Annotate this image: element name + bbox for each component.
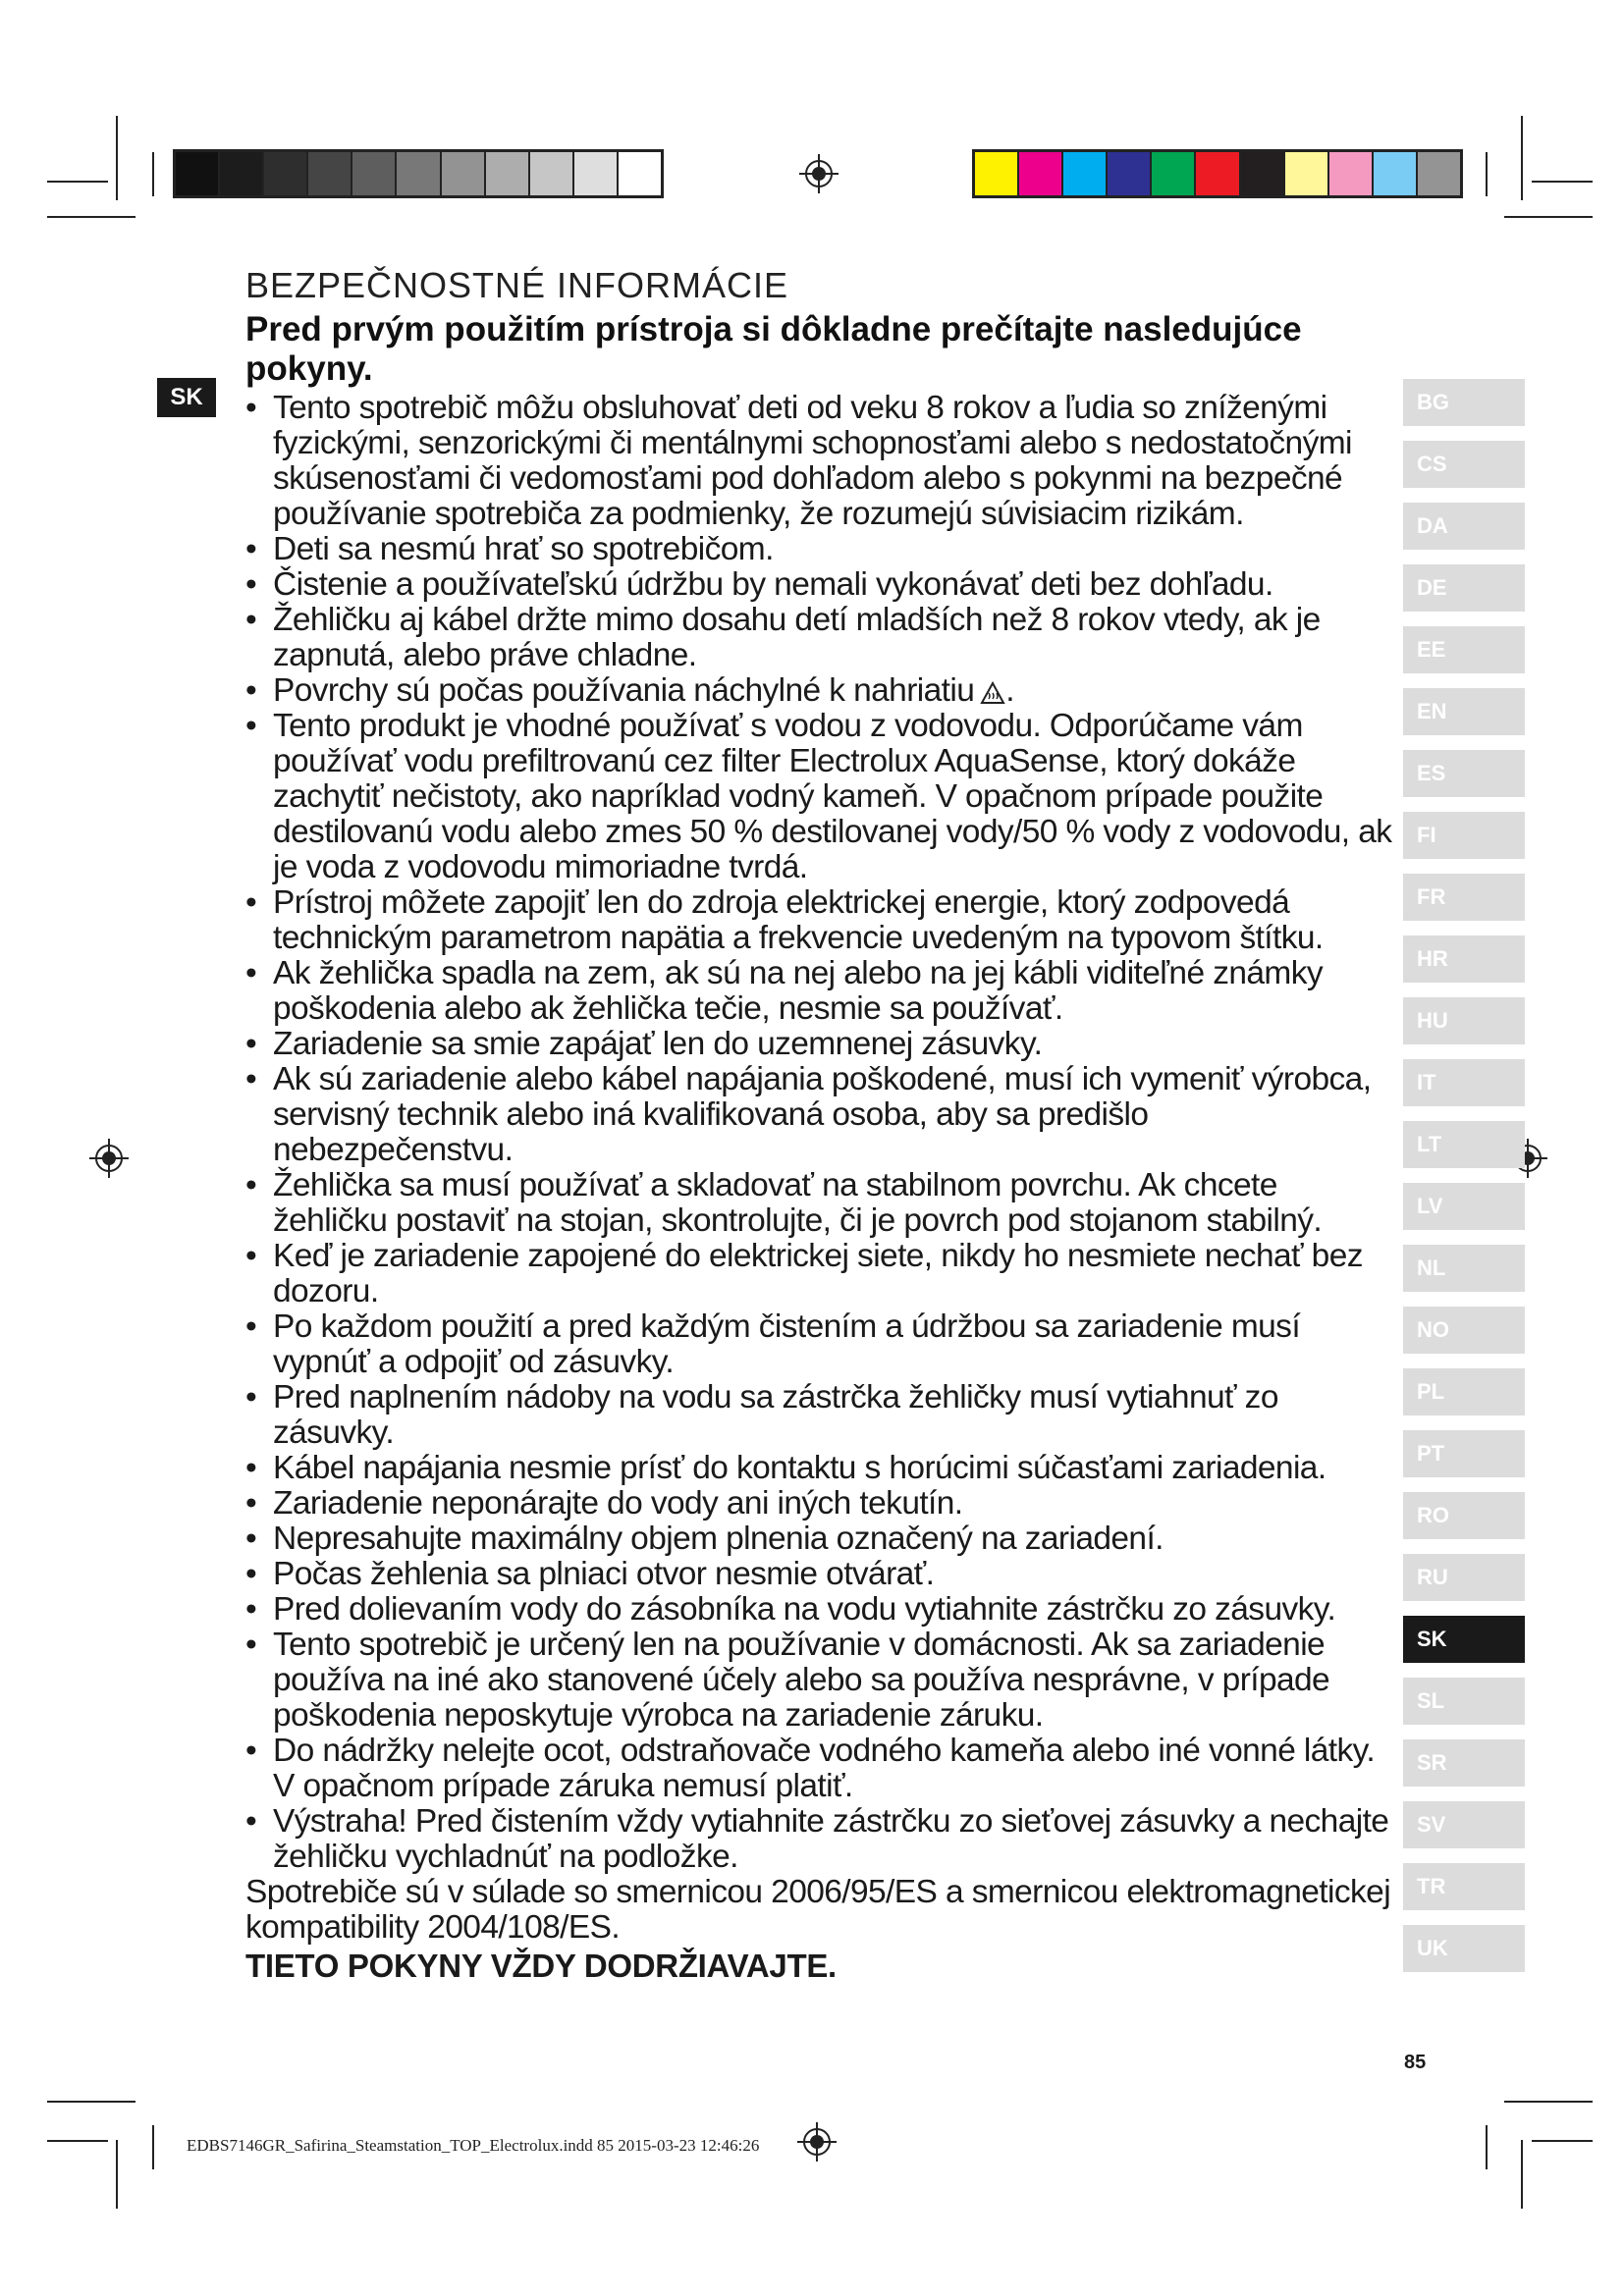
safety-rule-item: • Po každom použití a pred každým čistením a údržbou sa zariadenie musí vypnúť a odpojiť od zásuvky. bbox=[245, 1309, 1394, 1380]
registration-target-icon bbox=[89, 1139, 129, 1178]
safety-rule-item: • Počas žehlenia sa plniaci otvor nesmie otvárať. bbox=[245, 1557, 1394, 1592]
language-tab-es: ES bbox=[1403, 750, 1525, 797]
language-tab-tr: TR bbox=[1403, 1863, 1525, 1910]
crop-mark bbox=[116, 2140, 118, 2209]
crop-mark bbox=[1504, 2101, 1593, 2103]
calibration-swatch bbox=[220, 152, 264, 195]
print-slug: EDBS7146GR_Safirina_Steamstation_TOP_Electrolux.indd 85 2015-03-23 12:46:26 bbox=[187, 2136, 760, 2155]
crop-mark bbox=[47, 216, 135, 218]
safety-information-section bbox=[245, 265, 1394, 1985]
calibration-swatch bbox=[176, 152, 220, 195]
registration-target-icon bbox=[797, 2122, 837, 2162]
safety-rule-item: • Výstraha! Pred čistením vždy vytiahnite zástrčku zo sieťovej zásuvky a nechajte žehličku vychladnúť na podložke. bbox=[245, 1804, 1394, 1875]
language-tab-pt: PT bbox=[1403, 1430, 1525, 1477]
calibration-swatch bbox=[975, 152, 1019, 195]
language-tab-bg: BG bbox=[1403, 379, 1525, 426]
compliance-statement: Spotrebiče sú v súlade so smernicou 2006/95/ES a smernicou elektromagnetickej kompatibility 2004/108/ES. bbox=[245, 1874, 1391, 1946]
safety-rule-item: • Pred naplnením nádoby na vodu sa zástrčka žehličky musí vytiahnuť zo zásuvky. bbox=[245, 1380, 1394, 1451]
language-tab-hu: HU bbox=[1403, 997, 1525, 1044]
language-tab-ro: RO bbox=[1403, 1492, 1525, 1539]
crop-mark bbox=[1486, 2125, 1488, 2169]
safety-rule-item: • Do nádržky nelejte ocot, odstraňovače vodného kameňa alebo iné vonné látky. V opačnom prípade záruka nemusí platiť. bbox=[245, 1734, 1394, 1804]
calibration-swatch bbox=[1241, 152, 1285, 195]
language-tab-lv: LV bbox=[1403, 1183, 1525, 1230]
calibration-swatch bbox=[352, 152, 397, 195]
safety-rule-item: • Ak žehlička spadla na zem, ak sú na nej alebo na jej kábli viditeľné známky poškodenia alebo ak žehlička tečie, nesmie sa používať. bbox=[245, 956, 1394, 1027]
calibration-swatch bbox=[1374, 152, 1418, 195]
safety-rule-item: • Ak sú zariadenie alebo kábel napájania poškodené, musí ich vymeniť výrobca, servisný technik alebo iná kvalifikovaná osoba, aby sa predišlo nebezpečenstvu. bbox=[245, 1062, 1394, 1168]
safety-rule-item: • Keď je zariadenie zapojené do elektrickej siete, nikdy ho nesmiete nechať bez dozoru. bbox=[245, 1239, 1394, 1309]
language-tab-lt: LT bbox=[1403, 1121, 1525, 1168]
language-tab-cs: CS bbox=[1403, 441, 1525, 488]
language-tab-nl: NL bbox=[1403, 1245, 1525, 1292]
safety-rule-item: • Povrchy sú počas používania náchylné k nahriatiu . bbox=[245, 673, 1394, 709]
crop-mark bbox=[47, 2101, 135, 2103]
language-tab-fi: FI bbox=[1403, 812, 1525, 859]
safety-rules-list bbox=[245, 391, 1394, 1875]
safety-rule-item: • Kábel napájania nesmie prísť do kontaktu s horúcimi súčasťami zariadenia. bbox=[245, 1451, 1394, 1486]
language-tab-hr: HR bbox=[1403, 935, 1525, 983]
calibration-swatch bbox=[1108, 152, 1152, 195]
calibration-swatch bbox=[619, 152, 661, 195]
crop-mark bbox=[1532, 181, 1593, 183]
crop-mark bbox=[1504, 216, 1593, 218]
calibration-swatch bbox=[264, 152, 308, 195]
registration-target-icon bbox=[799, 154, 839, 193]
safety-rule-item: • Zariadenie sa smie zapájať len do uzemnenej zásuvky. bbox=[245, 1027, 1394, 1062]
crop-mark bbox=[1521, 2140, 1523, 2209]
language-tab-ee: EE bbox=[1403, 626, 1525, 673]
safety-rule-item: • Tento spotrebič je určený len na používanie v domácnosti. Ak sa zariadenie používa na iné ako stanovené účely alebo sa používa nesprávne, v prípade poškodenia neposkytuje výrobca na zariadenie záruku. bbox=[245, 1628, 1394, 1734]
calibration-swatch bbox=[1063, 152, 1108, 195]
language-tab-fr: FR bbox=[1403, 874, 1525, 921]
language-tab-uk: UK bbox=[1403, 1925, 1525, 1972]
language-tab-sv: SV bbox=[1403, 1801, 1525, 1848]
calibration-swatch bbox=[397, 152, 441, 195]
crop-mark bbox=[1486, 152, 1488, 196]
crop-mark bbox=[1532, 2140, 1593, 2142]
language-tab-pl: PL bbox=[1403, 1368, 1525, 1415]
page-number: 85 bbox=[1404, 2052, 1427, 2073]
language-tab-ru: RU bbox=[1403, 1554, 1525, 1601]
safety-rule-item: • Žehlička sa musí používať a skladovať na stabilnom povrchu. Ak chcete žehličku postaviť na stojan, skontrolujte, či je povrch pod stojanom stabilný. bbox=[245, 1168, 1394, 1239]
language-tab-en: EN bbox=[1403, 688, 1525, 735]
safety-rule-item: • Deti sa nesmú hrať so spotrebičom. bbox=[245, 532, 1394, 567]
safety-rule-item: • Nepresahujte maximálny objem plnenia označený na zariadení. bbox=[245, 1522, 1394, 1557]
grayscale-calibration-strip bbox=[173, 149, 664, 198]
crop-mark bbox=[47, 2140, 108, 2142]
color-calibration-strip bbox=[972, 149, 1463, 198]
safety-rule-item: • Zariadenie neponárajte do vody ani iných tekutín. bbox=[245, 1486, 1394, 1522]
closing-statement: TIETO POKYNY VŽDY DODRŽIAVAJTE. bbox=[245, 1948, 837, 1984]
crop-mark bbox=[152, 2125, 154, 2169]
crop-mark bbox=[1521, 116, 1523, 200]
section-subtitle: Pred prvým použitím prístroja si dôkladne prečítajte nasledujúce pokyny. bbox=[245, 310, 1302, 388]
language-tab-de: DE bbox=[1403, 564, 1525, 612]
calibration-swatch bbox=[442, 152, 486, 195]
language-tab-sl: SL bbox=[1403, 1678, 1525, 1725]
language-index bbox=[1403, 379, 1525, 1987]
calibration-swatch bbox=[1285, 152, 1329, 195]
calibration-swatch bbox=[1019, 152, 1063, 195]
calibration-swatch bbox=[530, 152, 574, 195]
calibration-swatch bbox=[1152, 152, 1196, 195]
hot-surface-warning-icon bbox=[980, 681, 1005, 705]
safety-rule-item: • Čistenie a používateľskú údržbu by nemali vykonávať deti bez dohľadu. bbox=[245, 567, 1394, 603]
calibration-swatch bbox=[574, 152, 619, 195]
crop-mark bbox=[116, 116, 118, 200]
crop-mark bbox=[152, 152, 154, 196]
safety-rule-item: • Prístroj môžete zapojiť len do zdroja elektrickej energie, ktorý zodpovedá technickým parametrom napätia a frekvencie uvedeným na typovom štítku. bbox=[245, 885, 1394, 956]
language-tab-no: NO bbox=[1403, 1307, 1525, 1354]
section-title: BEZPEČNOSTNÉ INFORMÁCIE bbox=[245, 265, 789, 305]
calibration-swatch bbox=[1418, 152, 1460, 195]
language-tab-da: DA bbox=[1403, 503, 1525, 550]
calibration-swatch bbox=[486, 152, 530, 195]
language-tab-sk: SK bbox=[1403, 1616, 1525, 1663]
safety-rule-item: • Tento produkt je vhodné používať s vodou z vodovodu. Odporúčame vám používať vodu prefiltrovanú cez filter Electrolux AquaSense, ktorý dokáže zachytiť nečistoty, ako napríklad vodný kameň. V opačnom prípade použite destilovanú vodu alebo zmes 50 % destilovanej vody/50 % vody z vodovodu, ak je voda z vodovodu mimoriadne tvrdá. bbox=[245, 709, 1394, 885]
language-tab-it: IT bbox=[1403, 1059, 1525, 1106]
safety-rule-item: • Pred dolievaním vody do zásobníka na vodu vytiahnite zástrčku zo zásuvky. bbox=[245, 1592, 1394, 1628]
calibration-swatch bbox=[1329, 152, 1374, 195]
calibration-swatch bbox=[1196, 152, 1240, 195]
safety-rule-item: • Žehličku aj kábel držte mimo dosahu detí mladších než 8 rokov vtedy, ak je zapnutá, alebo práve chladne. bbox=[245, 603, 1394, 673]
safety-rule-item: • Tento spotrebič môžu obsluhovať deti od veku 8 rokov a ľudia so zníženými fyzickými, senzorickými či mentálnymi schopnosťami alebo s nedostatočnými skúsenosťami či vedomosťami pod dohľadom alebo s pokynmi na bezpečné používanie spotrebiča za podmienky, že rozumejú súvisiacim rizikám. bbox=[245, 391, 1394, 532]
language-side-tab: SK bbox=[157, 378, 216, 417]
calibration-swatch bbox=[308, 152, 352, 195]
language-tab-sr: SR bbox=[1403, 1739, 1525, 1787]
crop-mark bbox=[47, 181, 108, 183]
